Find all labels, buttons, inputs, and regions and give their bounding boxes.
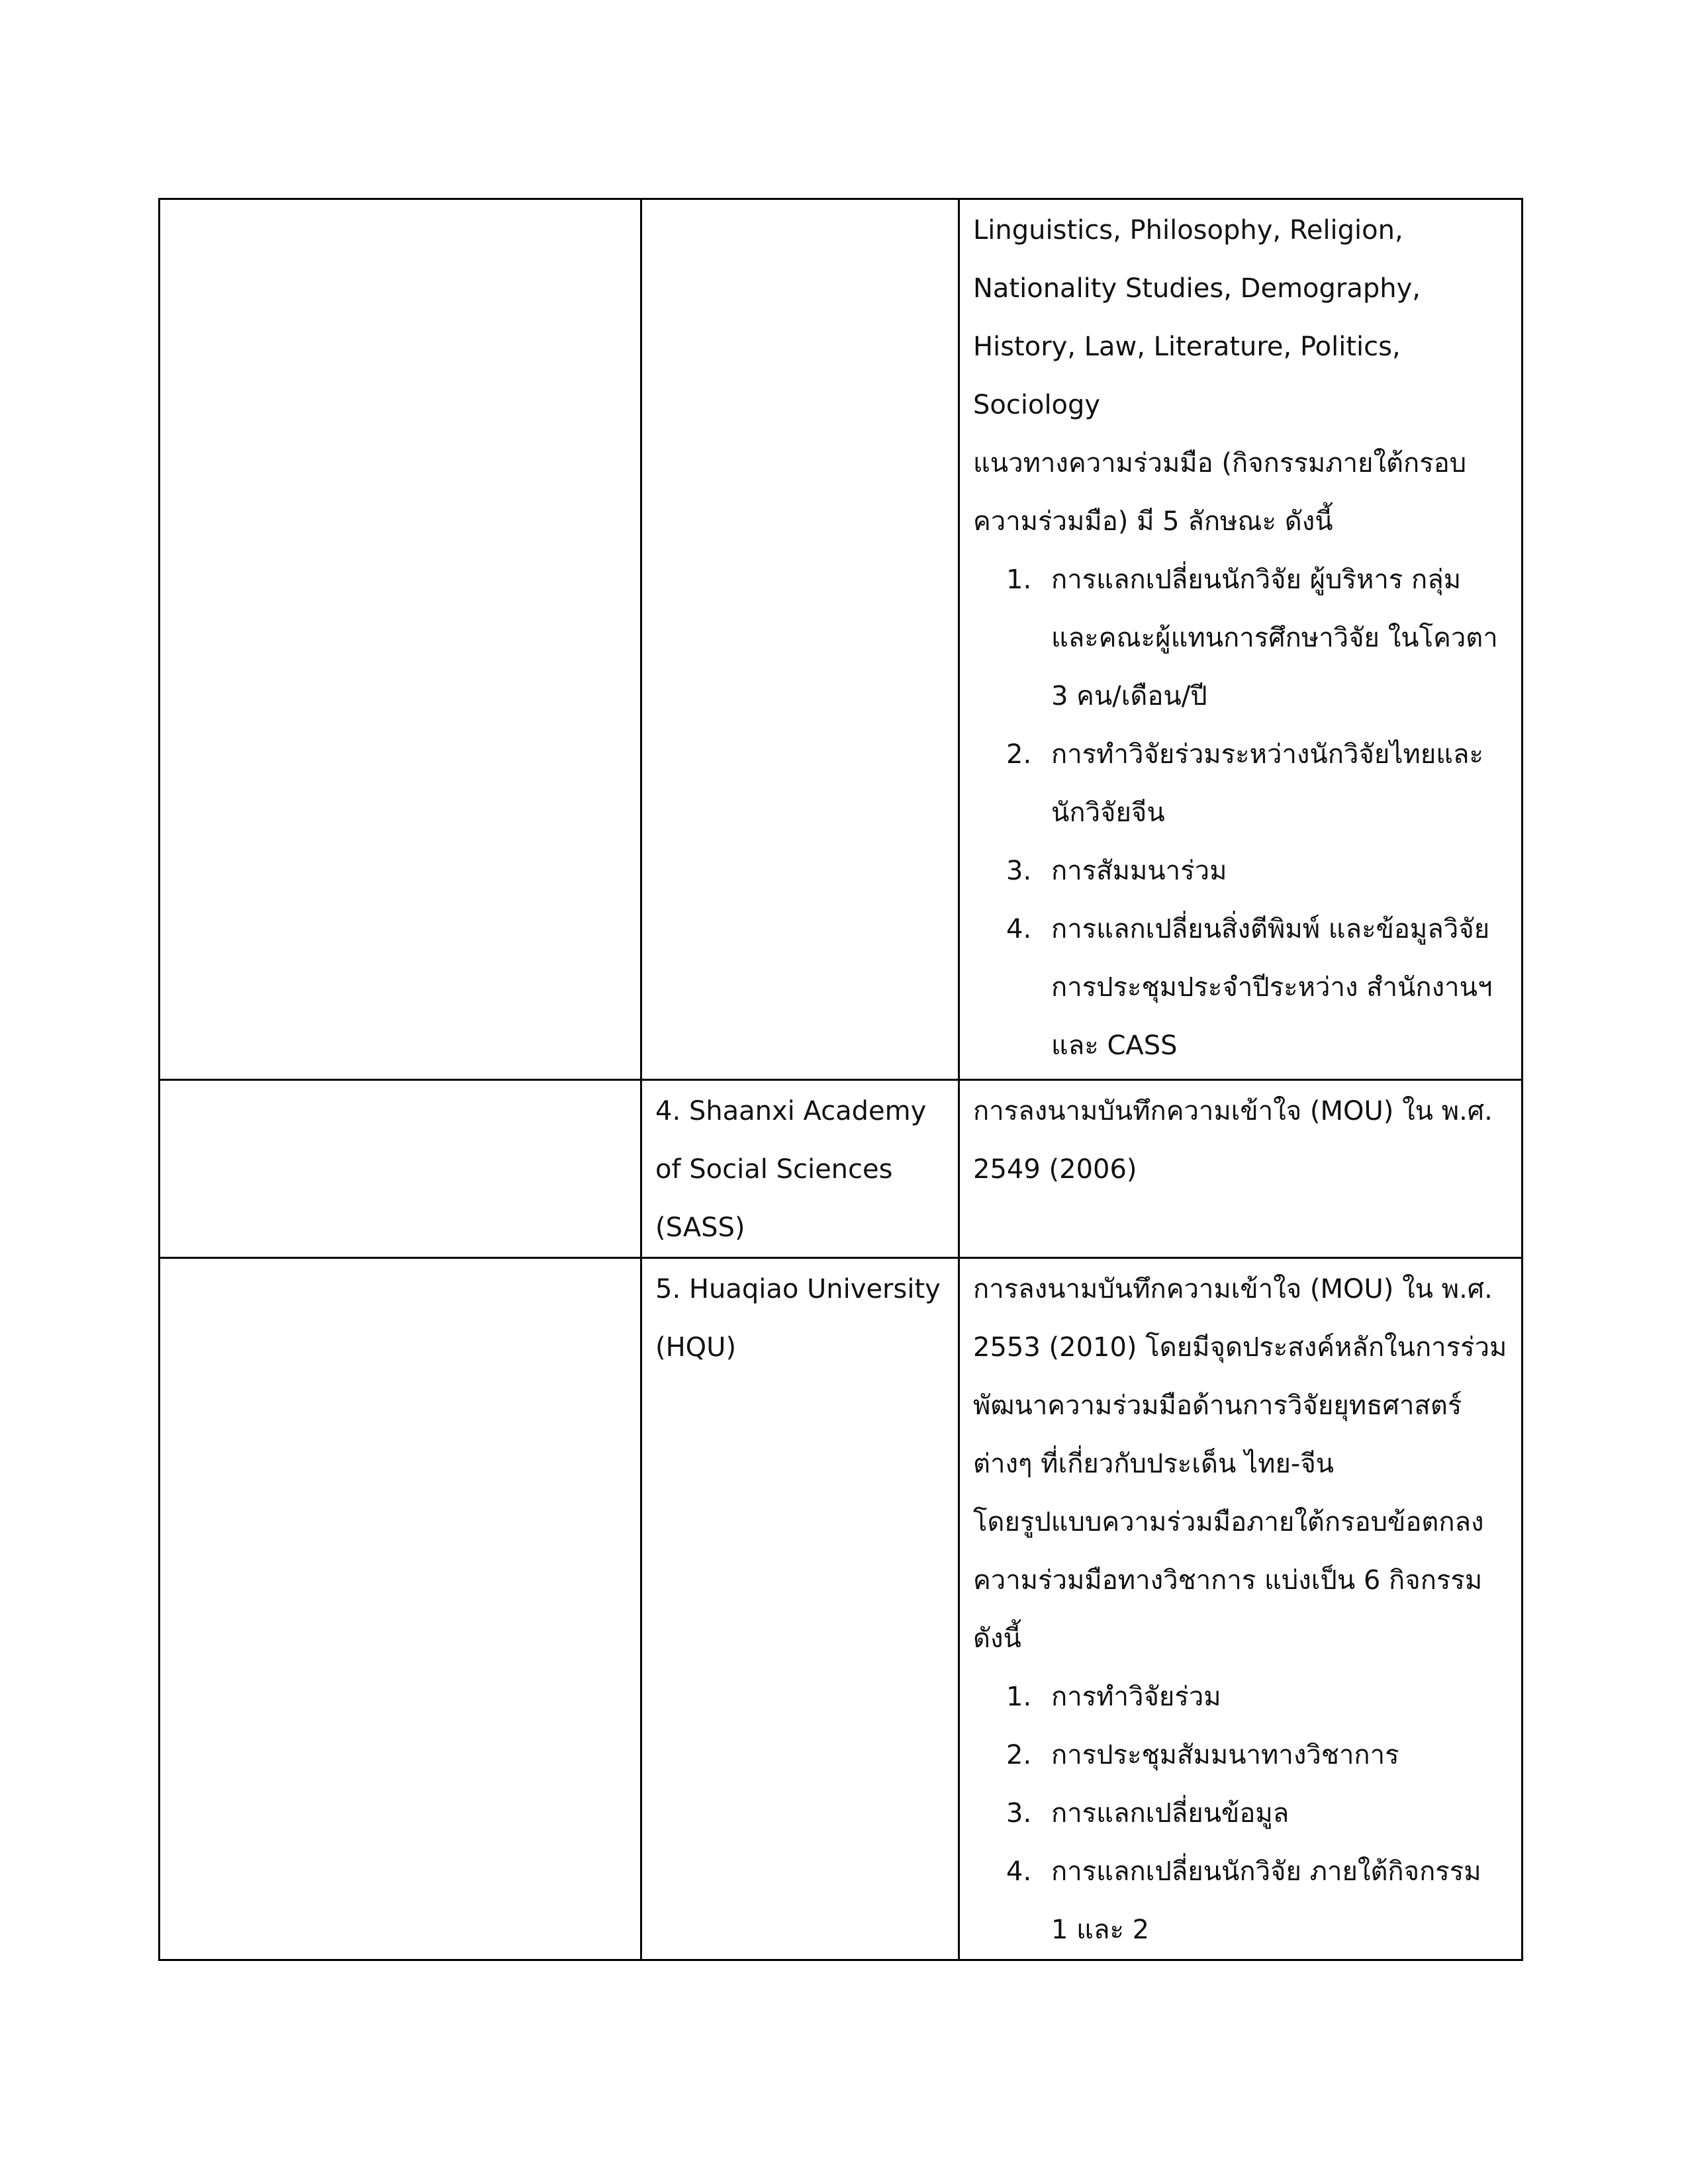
list-number: 2. [1006, 1740, 1032, 1770]
numbered-list [973, 551, 1509, 1075]
list-number: 1. [1006, 565, 1032, 595]
table-cell-empty [160, 1080, 641, 1258]
cooperation-table [158, 198, 1523, 1961]
text-line: การลงนามบันทึกความเข้าใจ (MOU) ใน พ.ศ. [973, 1096, 1493, 1126]
list-item-line: การแลกเปลี่ยนนักวิจัย ผู้บริหาร กลุ่ม [1051, 565, 1462, 595]
cell-text [642, 1259, 958, 1377]
table-row [160, 1080, 1523, 1258]
list-item-line: และ CASS [1051, 1030, 1178, 1061]
text-line: Linguistics, Philosophy, Religion, [973, 215, 1403, 246]
list-item [973, 900, 1509, 1075]
text-line: 2553 (2010) โดยมีจุดประสงค์หลักในการร่วม [973, 1332, 1507, 1363]
cell-text [960, 1259, 1521, 1959]
table-row [160, 199, 1523, 1080]
table-row [160, 1258, 1523, 1960]
text-line: 2549 (2006) [973, 1154, 1137, 1185]
list-item-line: การทำวิจัยร่วม [1051, 1682, 1221, 1712]
text-line: (SASS) [655, 1212, 745, 1243]
table-cell-cass-details [959, 199, 1523, 1080]
table-cell-empty [641, 199, 959, 1080]
text-line: ดังนี้ [973, 1623, 1021, 1654]
text-line: 4. Shaanxi Academy [655, 1096, 927, 1126]
text-line: ความร่วมมือ) มี 5 ลักษณะ ดังนี้ [973, 506, 1333, 537]
list-item-line: 3 คน/เดือน/ปี [1051, 681, 1207, 711]
text-line: of Social Sciences [655, 1154, 893, 1185]
numbered-list [973, 1668, 1509, 1959]
text-line: พัฒนาความร่วมมือด้านการวิจัยยุทธศาสตร์ [973, 1390, 1462, 1421]
list-item [973, 551, 1509, 725]
table-cell-details [959, 1258, 1523, 1960]
list-item [973, 842, 1509, 900]
table-cell-organization [641, 1258, 959, 1960]
text-line: Nationality Studies, Demography, [973, 273, 1421, 304]
list-item-line: การประชุมประจำปีระหว่าง สำนักงานฯ [1051, 972, 1493, 1003]
list-item [973, 725, 1509, 842]
text-line: ต่างๆ ที่เกี่ยวกับประเด็น ไทย-จีน [973, 1449, 1335, 1479]
list-item [973, 1668, 1509, 1726]
list-item-line: และคณะผู้แทนการศึกษาวิจัย ในโควตา [1051, 623, 1498, 653]
list-item-line: การทำวิจัยร่วมระหว่างนักวิจัยไทยและ [1051, 739, 1484, 770]
list-item-line: 1 และ 2 [1051, 1915, 1150, 1945]
table-cell-details [959, 1080, 1523, 1258]
list-item-line: การสัมมนาร่วม [1051, 856, 1227, 886]
table-cell-empty [160, 1258, 641, 1960]
list-item-line: นักวิจัยจีน [1051, 797, 1165, 828]
text-line: โดยรูปแบบความร่วมมือภายใต้กรอบข้อตกลง [973, 1507, 1484, 1537]
cell-text [960, 1081, 1521, 1199]
text-line: (HQU) [655, 1332, 737, 1363]
list-item-line: การแลกเปลี่ยนนักวิจัย ภายใต้กิจกรรม [1051, 1856, 1481, 1887]
list-item-line: การแลกเปลี่ยนสิ่งตีพิมพ์ และข้อมูลวิจัย [1051, 914, 1490, 944]
list-item-line: การแลกเปลี่ยนข้อมูล [1051, 1798, 1289, 1829]
list-number: 4. [1006, 914, 1032, 944]
cell-text [960, 200, 1521, 1075]
text-line: ความร่วมมือทางวิชาการ แบ่งเป็น 6 กิจกรรม [973, 1565, 1483, 1596]
list-item [973, 1726, 1509, 1784]
list-number: 3. [1006, 1798, 1032, 1829]
text-line: Sociology [973, 390, 1101, 420]
list-item [973, 1784, 1509, 1843]
list-number: 3. [1006, 856, 1032, 886]
text-line: History, Law, Literature, Politics, [973, 332, 1401, 362]
list-item-line: การประชุมสัมมนาทางวิชาการ [1051, 1740, 1399, 1770]
table-cell-empty [160, 199, 641, 1080]
cell-text [642, 1081, 958, 1257]
text-line: 5. Huaqiao University [655, 1274, 941, 1304]
text-line: แนวทางความร่วมมือ (กิจกรรมภายใต้กรอบ [973, 448, 1467, 478]
list-item [973, 1843, 1509, 1959]
list-number: 4. [1006, 1856, 1032, 1887]
list-number: 2. [1006, 739, 1032, 770]
list-number: 1. [1006, 1682, 1032, 1712]
text-line: การลงนามบันทึกความเข้าใจ (MOU) ใน พ.ศ. [973, 1274, 1493, 1304]
table-cell-organization [641, 1080, 959, 1258]
